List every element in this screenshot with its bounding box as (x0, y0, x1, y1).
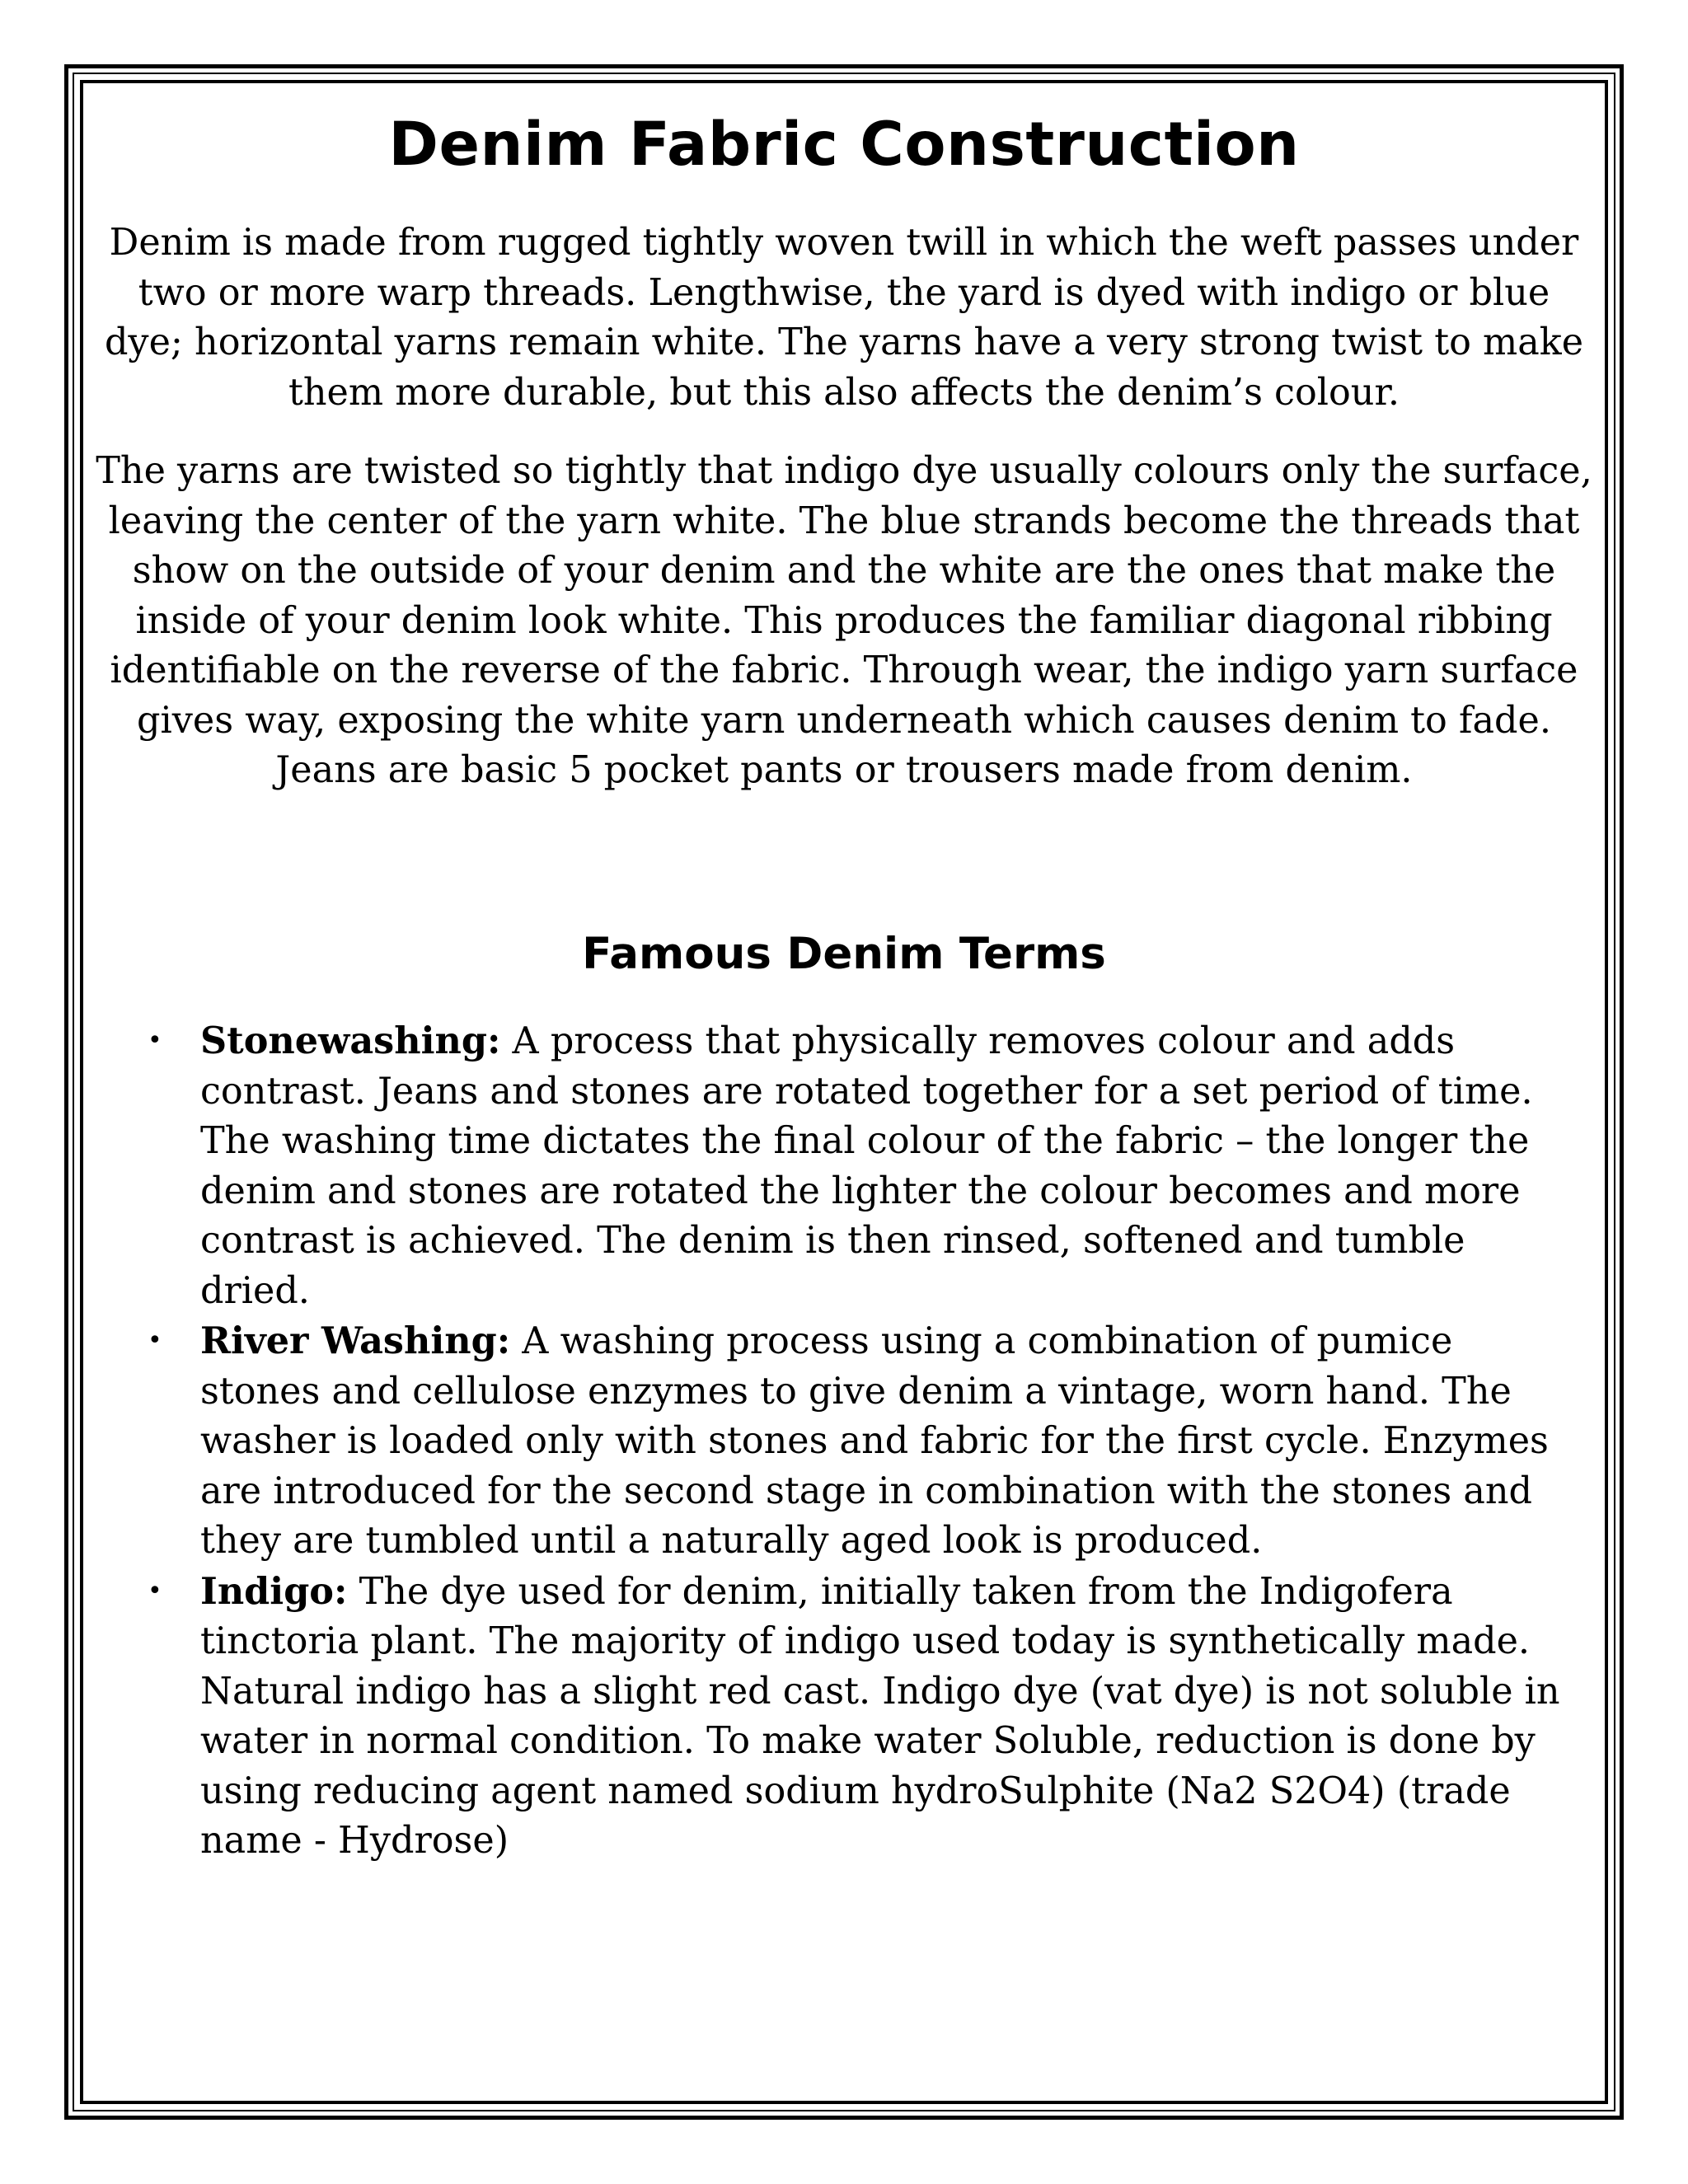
list-item (95, 1567, 1593, 1867)
document-content (95, 99, 1593, 1867)
term-definition: A washing process using a combination of pumice stones and cellulose enzymes to give denim a vintage, worn hand. The washer is loaded only with stones and fabric for the first cycle. Enzymes are introduced for the second stage in combination with the stones and they are tumbled until a naturally aged look is produced. (200, 1320, 1549, 1563)
list-item (95, 1016, 1593, 1316)
bullet-icon: • (148, 1576, 162, 1605)
bullet-icon: • (148, 1326, 162, 1356)
page-title: Denim Fabric Construction (388, 110, 1300, 180)
list-item (95, 1316, 1593, 1567)
section-title: Famous Denim Terms (582, 928, 1106, 979)
intro-paragraph: Denim is made from rugged tightly woven twill in which the weft passes under two or more warp threads. Lengthwise, the yard is dyed with indigo or blue dye; horizontal yarns remain white. The yarns have a very strong twist to make them more durable, but this also affects the denim’s colour. (104, 222, 1584, 414)
term-name: Indigo: (200, 1569, 348, 1613)
yarn-paragraph: The yarns are twisted so tightly that indigo dye usually colours only the surface, leaving the center of the yarn white. The blue strands become the threads that show on the outside of your denim and the white are the ones that make the inside of your denim look white. This produces the familiar diagonal ribbing identifiable on the reverse of the fabric. Through wear, the indigo yarn surface gives way, exposing the white yarn underneath which causes denim to fade. Jeans are basic 5 pocket pants or trousers made from denim. (96, 450, 1592, 792)
term-definition: A process that physically removes colour and adds contrast. Jeans and stones are rotated together for a set period of time. The washing time dictates the final colour of the fabric – the longer the denim and stones are rotated the lighter the colour becomes and more contrast is achieved. The denim is then rinsed, softened and tumble dried. (200, 1020, 1533, 1312)
term-name: Stonewashing: (200, 1019, 501, 1063)
term-name: River Washing: (200, 1319, 511, 1363)
terms-list (95, 1016, 1593, 1867)
term-definition: The dye used for denim, initially taken from the Indigofera tinctoria plant. The majority of indigo used today is synthetically made. Natural indigo has a slight red cast. Indigo dye (vat dye) is not soluble in water in normal condition. To make water Soluble, reduction is done by using reducing agent named sodium hydroSulphite (Na2 S2O4) (trade name - Hydrose) (200, 1570, 1560, 1863)
bullet-icon: • (148, 1026, 162, 1056)
